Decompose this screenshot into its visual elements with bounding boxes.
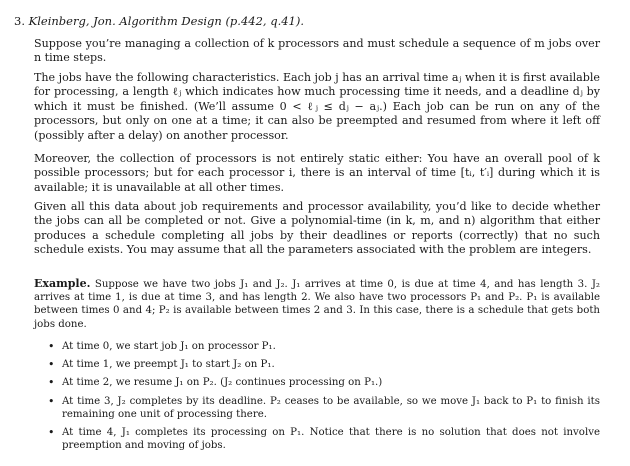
problem-number: 3.: [14, 14, 25, 28]
list-item: [48, 376, 600, 389]
example-paragraph: [34, 277, 600, 331]
list-item: [48, 426, 600, 452]
list-item: [48, 340, 600, 353]
example-bullet-list: [48, 340, 600, 457]
bullet-icon: •: [48, 394, 55, 408]
bullet-icon: •: [48, 358, 55, 372]
bullet-icon: •: [48, 340, 55, 353]
paragraph-intro: Suppose you’re managing a collection of k processors and must schedule a sequence of m jobs over n time steps.: [34, 37, 600, 65]
bullet-text: At time 4, J₁ completes its processing on P₁. Notice that there is no solution that does not involve preemption and moving of jobs.: [62, 427, 600, 452]
paragraph-processor-availability: Moreover, the collection of processors is not entirely static either: You have an overall pool of k possible processors; but for each processor i, there is an interval of time [tᵢ, t′ᵢ] during which it is available; it is unavailable at all other times.: [34, 152, 600, 194]
list-item: [48, 395, 600, 421]
problem-reference: Kleinberg, Jon. Algorithm Design (p.442, q.41).: [28, 14, 305, 28]
example-text: Suppose we have two jobs J₁ and J₂. J₁ arrives at time 0, is due at time 4, and has length 3. J₂ arrives at time 1, is due at time 3, and has length 2. We also have two processors P₁ and P₂. P₁ is available between times 0 and 4; P₂ is available between times 2 and 3. In this case, there is a schedule that gets both jobs done.: [34, 279, 600, 330]
paragraph-task: Given all this data about job requirements and processor availability, you’d like to decide whether the jobs can all be completed or not. Give a polynomial-time (in k, m, and n) algorithm that either produces a schedule completing all jobs by their deadlines or reports (correctly) that no such schedule exists. You may assume that all the parameters associated with the problem are integers.: [34, 200, 600, 257]
list-item: [48, 358, 600, 371]
bullet-text: At time 0, we start job J₁ on processor P₁.: [62, 341, 276, 352]
bullet-text: At time 1, we preempt J₁ to start J₂ on P₁.: [62, 359, 275, 371]
bullet-icon: •: [48, 376, 55, 390]
problem-heading: [14, 14, 304, 28]
bullet-text: At time 3, J₂ completes by its deadline. P₂ ceases to be available, so we move J₁ back to P₁ to finish its remaining one unit of processing there.: [62, 395, 600, 420]
example-label: Example.: [34, 277, 91, 290]
paragraph-job-characteristics: The jobs have the following characteristics. Each job j has an arrival time aⱼ when it is first available for processing, a length ℓⱼ which indicates how much processing time it needs, and a deadline dⱼ by which it must be finished. (We’ll assume 0 < ℓⱼ ≤ dⱼ − aⱼ.) Each job can be run on any of the processors, but only on one at a time; it can also be preempted and resumed from where it left off (possibly after a delay) on another processor.: [34, 71, 600, 142]
bullet-text: At time 2, we resume J₁ on P₂. (J₂ continues processing on P₁.): [62, 377, 383, 389]
bullet-icon: •: [48, 426, 55, 440]
